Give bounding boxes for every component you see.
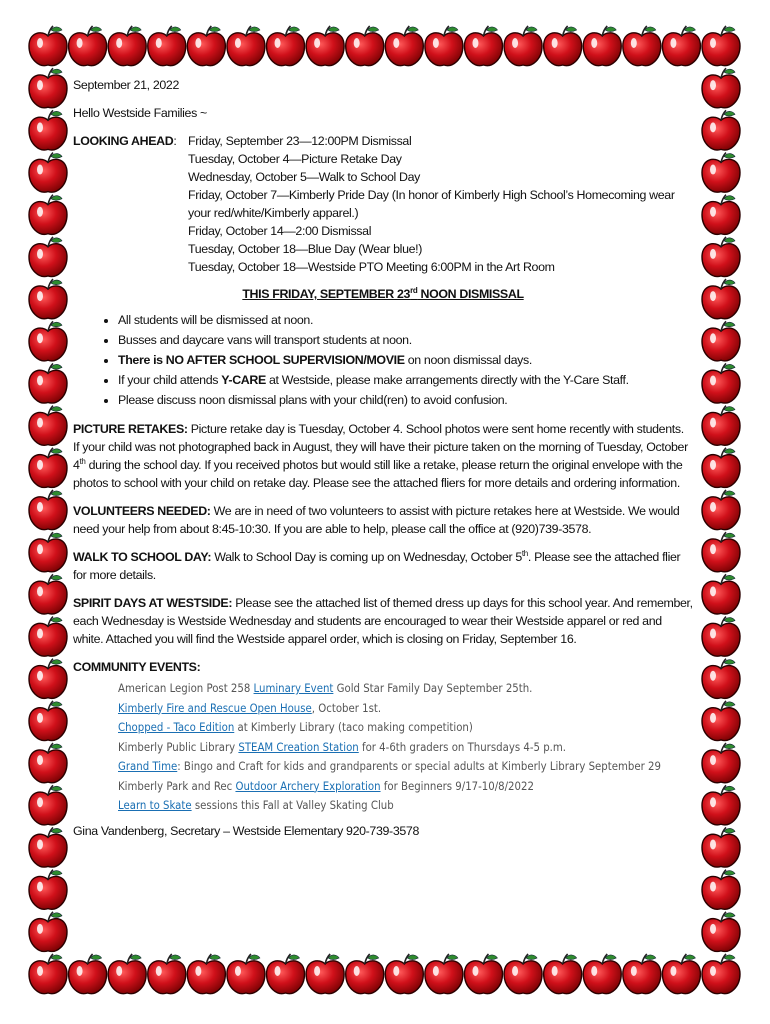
apple-icon: [623, 26, 661, 66]
apple-icon: [662, 954, 700, 994]
walk-to-school-paragraph: WALK TO SCHOOL DAY: Walk to School Day is coming up on Wednesday, October 5th. Please see the attached flier for more details.: [73, 548, 681, 582]
apple-icon: [187, 26, 225, 66]
spirit-days-paragraph: SPIRIT DAYS AT WESTSIDE: Please see the attached list of themed dress up days for this school year. And remember, each Wednesday is Westside Wednesday and students are encouraged to wear their Westside apparel or red and white. Attached you will find the Westside apparel order, which is closing on Friday, September 16.: [73, 596, 693, 646]
apple-icon: [29, 448, 67, 488]
apple-icon: [29, 26, 67, 66]
community-event: Chopped - Taco Edition at Kimberly Library (taco making competition): [118, 721, 473, 734]
apple-icon: [346, 26, 384, 66]
apple-icon: [227, 26, 265, 66]
apple-icon: [29, 827, 67, 867]
apple-icon: [187, 954, 225, 994]
apple-icon: [504, 954, 542, 994]
apple-icon: [29, 912, 67, 952]
apple-icon: [702, 321, 740, 361]
community-event-link[interactable]: Learn to Skate: [118, 799, 192, 812]
community-events-heading: COMMUNITY EVENTS:: [73, 660, 201, 674]
dismissal-bullet: • All students will be dismissed at noon.: [118, 310, 693, 330]
community-event-link[interactable]: Chopped - Taco Edition: [118, 721, 235, 734]
apple-icon: [29, 954, 67, 994]
apple-icon: [29, 279, 67, 319]
apple-icon: [583, 26, 621, 66]
apple-icon: [702, 574, 740, 614]
apple-icon: [702, 68, 740, 108]
community-event-link[interactable]: Grand Time: [118, 760, 178, 773]
apple-icon: [29, 237, 67, 277]
apple-icon: [702, 195, 740, 235]
signature-line: Gina Vandenberg, Secretary – Westside Elementary 920-739-3578: [73, 823, 419, 838]
apple-icon: [583, 954, 621, 994]
apple-icon: [702, 26, 740, 66]
apple-icon: [29, 363, 67, 403]
community-event: Learn to Skate sessions this Fall at Valley Skating Club: [118, 799, 394, 812]
apple-icon: [702, 532, 740, 572]
apple-icon: [108, 954, 146, 994]
apple-icon: [425, 954, 463, 994]
apple-icon: [148, 26, 186, 66]
apple-icon: [702, 785, 740, 825]
letter-date: September 21, 2022: [73, 78, 179, 92]
community-event-link[interactable]: STEAM Creation Station: [238, 740, 359, 754]
apple-icon: [227, 954, 265, 994]
community-event-link[interactable]: Outdoor Archery Exploration: [235, 779, 381, 793]
community-event-link[interactable]: Luminary Event: [253, 682, 334, 695]
apple-icon: [702, 279, 740, 319]
apple-icon: [702, 363, 740, 403]
looking-ahead-item: Tuesday, October 18—Westside PTO Meeting 6:00PM in the Art Room: [188, 260, 555, 274]
looking-ahead-item: Tuesday, October 18—Blue Day (Wear blue!): [188, 242, 423, 256]
apple-icon: [702, 617, 740, 657]
looking-ahead-item: Friday, October 14—2:00 Dismissal: [188, 224, 372, 238]
apple-icon: [702, 406, 740, 446]
apple-icon: [29, 617, 67, 657]
apple-icon: [702, 954, 740, 994]
apple-icon: [267, 954, 305, 994]
apple-icon: [69, 26, 107, 66]
looking-ahead-item: Friday, October 7—Kimberly Pride Day (In honor of Kimberly High School’s Homecoming wear your red/white/Kimberly apparel.): [188, 188, 675, 220]
apple-icon: [464, 954, 502, 994]
apple-icon: [29, 532, 67, 572]
apple-icon: [148, 954, 186, 994]
looking-ahead-section: LOOKING AHEAD: Friday, September 23—12:00PM Dismissal Tuesday, October 4—Picture Retake Day Wednesday, October 5—Walk to School Day Friday, October 7—Kimberly Pride Day (In honor of Kimberly High School’s Homecoming wear your red/white/Kimberly apparel.) Friday, October 14—2:00 Dismissal Tuesday, October 18—Blue Day (Wear blue!) Tuesday, October 18—Westside PTO Meeting 6:00PM in the Art Room: [73, 132, 693, 276]
apple-icon: [702, 827, 740, 867]
apple-icon: [29, 659, 67, 699]
apple-icon: [306, 954, 344, 994]
apple-icon: [702, 153, 740, 193]
community-event: American Legion Post 258 Luminary Event Gold Star Family Day September 25th.: [118, 682, 533, 695]
apple-icon: [662, 26, 700, 66]
apple-icon: [385, 954, 423, 994]
apple-icon: [29, 574, 67, 614]
dismissal-bullet: • There is NO AFTER SCHOOL SUPERVISION/MOVIE on noon dismissal days.: [118, 350, 693, 370]
greeting: Hello Westside Families ~: [73, 106, 207, 120]
apple-icon: [29, 785, 67, 825]
apple-icon: [425, 26, 463, 66]
apple-icon: [29, 110, 67, 150]
apple-icon: [623, 954, 661, 994]
letter-body: [73, 76, 693, 840]
apple-icon: [69, 954, 107, 994]
looking-ahead-list: [188, 132, 693, 276]
dismissal-bullet: • If your child attends Y-CARE at Westside, please make arrangements directly with the Y-Care Staff.: [118, 370, 693, 390]
apple-icon: [267, 26, 305, 66]
community-event: Kimberly Public Library STEAM Creation Station for 4-6th graders on Thursdays 4-5 p.m.: [118, 740, 566, 754]
apple-icon: [29, 701, 67, 741]
apple-icon: [702, 490, 740, 530]
looking-ahead-item: Friday, September 23—12:00PM Dismissal: [188, 134, 412, 148]
apple-icon: [544, 954, 582, 994]
dismissal-bullet-list: [73, 310, 693, 410]
community-event: Grand Time: Bingo and Craft for kids and grandparents or special adults at Kimberly Library September 29: [118, 760, 661, 773]
apple-icon: [464, 26, 502, 66]
apple-icon: [29, 153, 67, 193]
apple-icon: [702, 743, 740, 783]
picture-retakes-paragraph: PICTURE RETAKES: Picture retake day is Tuesday, October 4. School photos were sent home recently with students. If your child was not photographed back in August, they will have their picture taken on the morning of Tuesday, October 4th during the school day. If you received photos but would still like a retake, please return the original envelope with the photos to school with your child on retake day. Please see the attached fliers for more details and ordering information.: [73, 422, 688, 490]
apple-icon: [306, 26, 344, 66]
apple-icon: [346, 954, 384, 994]
community-event: Kimberly Park and Rec Outdoor Archery Exploration for Beginners 9/17-10/8/2022: [118, 779, 534, 793]
apple-icon: [29, 406, 67, 446]
apple-icon: [702, 912, 740, 952]
apple-icon: [29, 490, 67, 530]
looking-ahead-heading: LOOKING AHEAD: [73, 134, 174, 148]
apple-icon: [385, 26, 423, 66]
apple-icon: [702, 870, 740, 910]
dismissal-bullet: • Please discuss noon dismissal plans with your child(ren) to avoid confusion.: [118, 390, 693, 410]
volunteers-paragraph: VOLUNTEERS NEEDED: We are in need of two volunteers to assist with picture retakes here at Westside. We would need your help from about 8:45-10:30. If you are able to help, please call the office at (920)739-3578.: [73, 504, 680, 536]
dismissal-title: THIS FRIDAY, SEPTEMBER 23rd NOON DISMISSAL: [242, 285, 524, 301]
apple-icon: [29, 743, 67, 783]
apple-icon: [702, 701, 740, 741]
apple-icon: [544, 26, 582, 66]
apple-icon: [504, 26, 542, 66]
apple-icon: [29, 321, 67, 361]
apple-icon: [702, 110, 740, 150]
apple-icon: [702, 659, 740, 699]
apple-icon: [108, 26, 146, 66]
looking-ahead-item: Tuesday, October 4—Picture Retake Day: [188, 152, 402, 166]
apple-icon: [29, 195, 67, 235]
apple-icon: [702, 237, 740, 277]
apple-icon: [29, 68, 67, 108]
apple-icon: [29, 870, 67, 910]
apple-icon: [702, 448, 740, 488]
community-event: Kimberly Fire and Rescue Open House, October 1st.: [118, 701, 382, 715]
dismissal-bullet: • Busses and daycare vans will transport students at noon.: [118, 330, 693, 350]
community-event-link[interactable]: Kimberly Fire and Rescue Open House: [118, 701, 312, 715]
looking-ahead-item: Wednesday, October 5—Walk to School Day: [188, 170, 420, 184]
community-events-list: [118, 679, 693, 816]
